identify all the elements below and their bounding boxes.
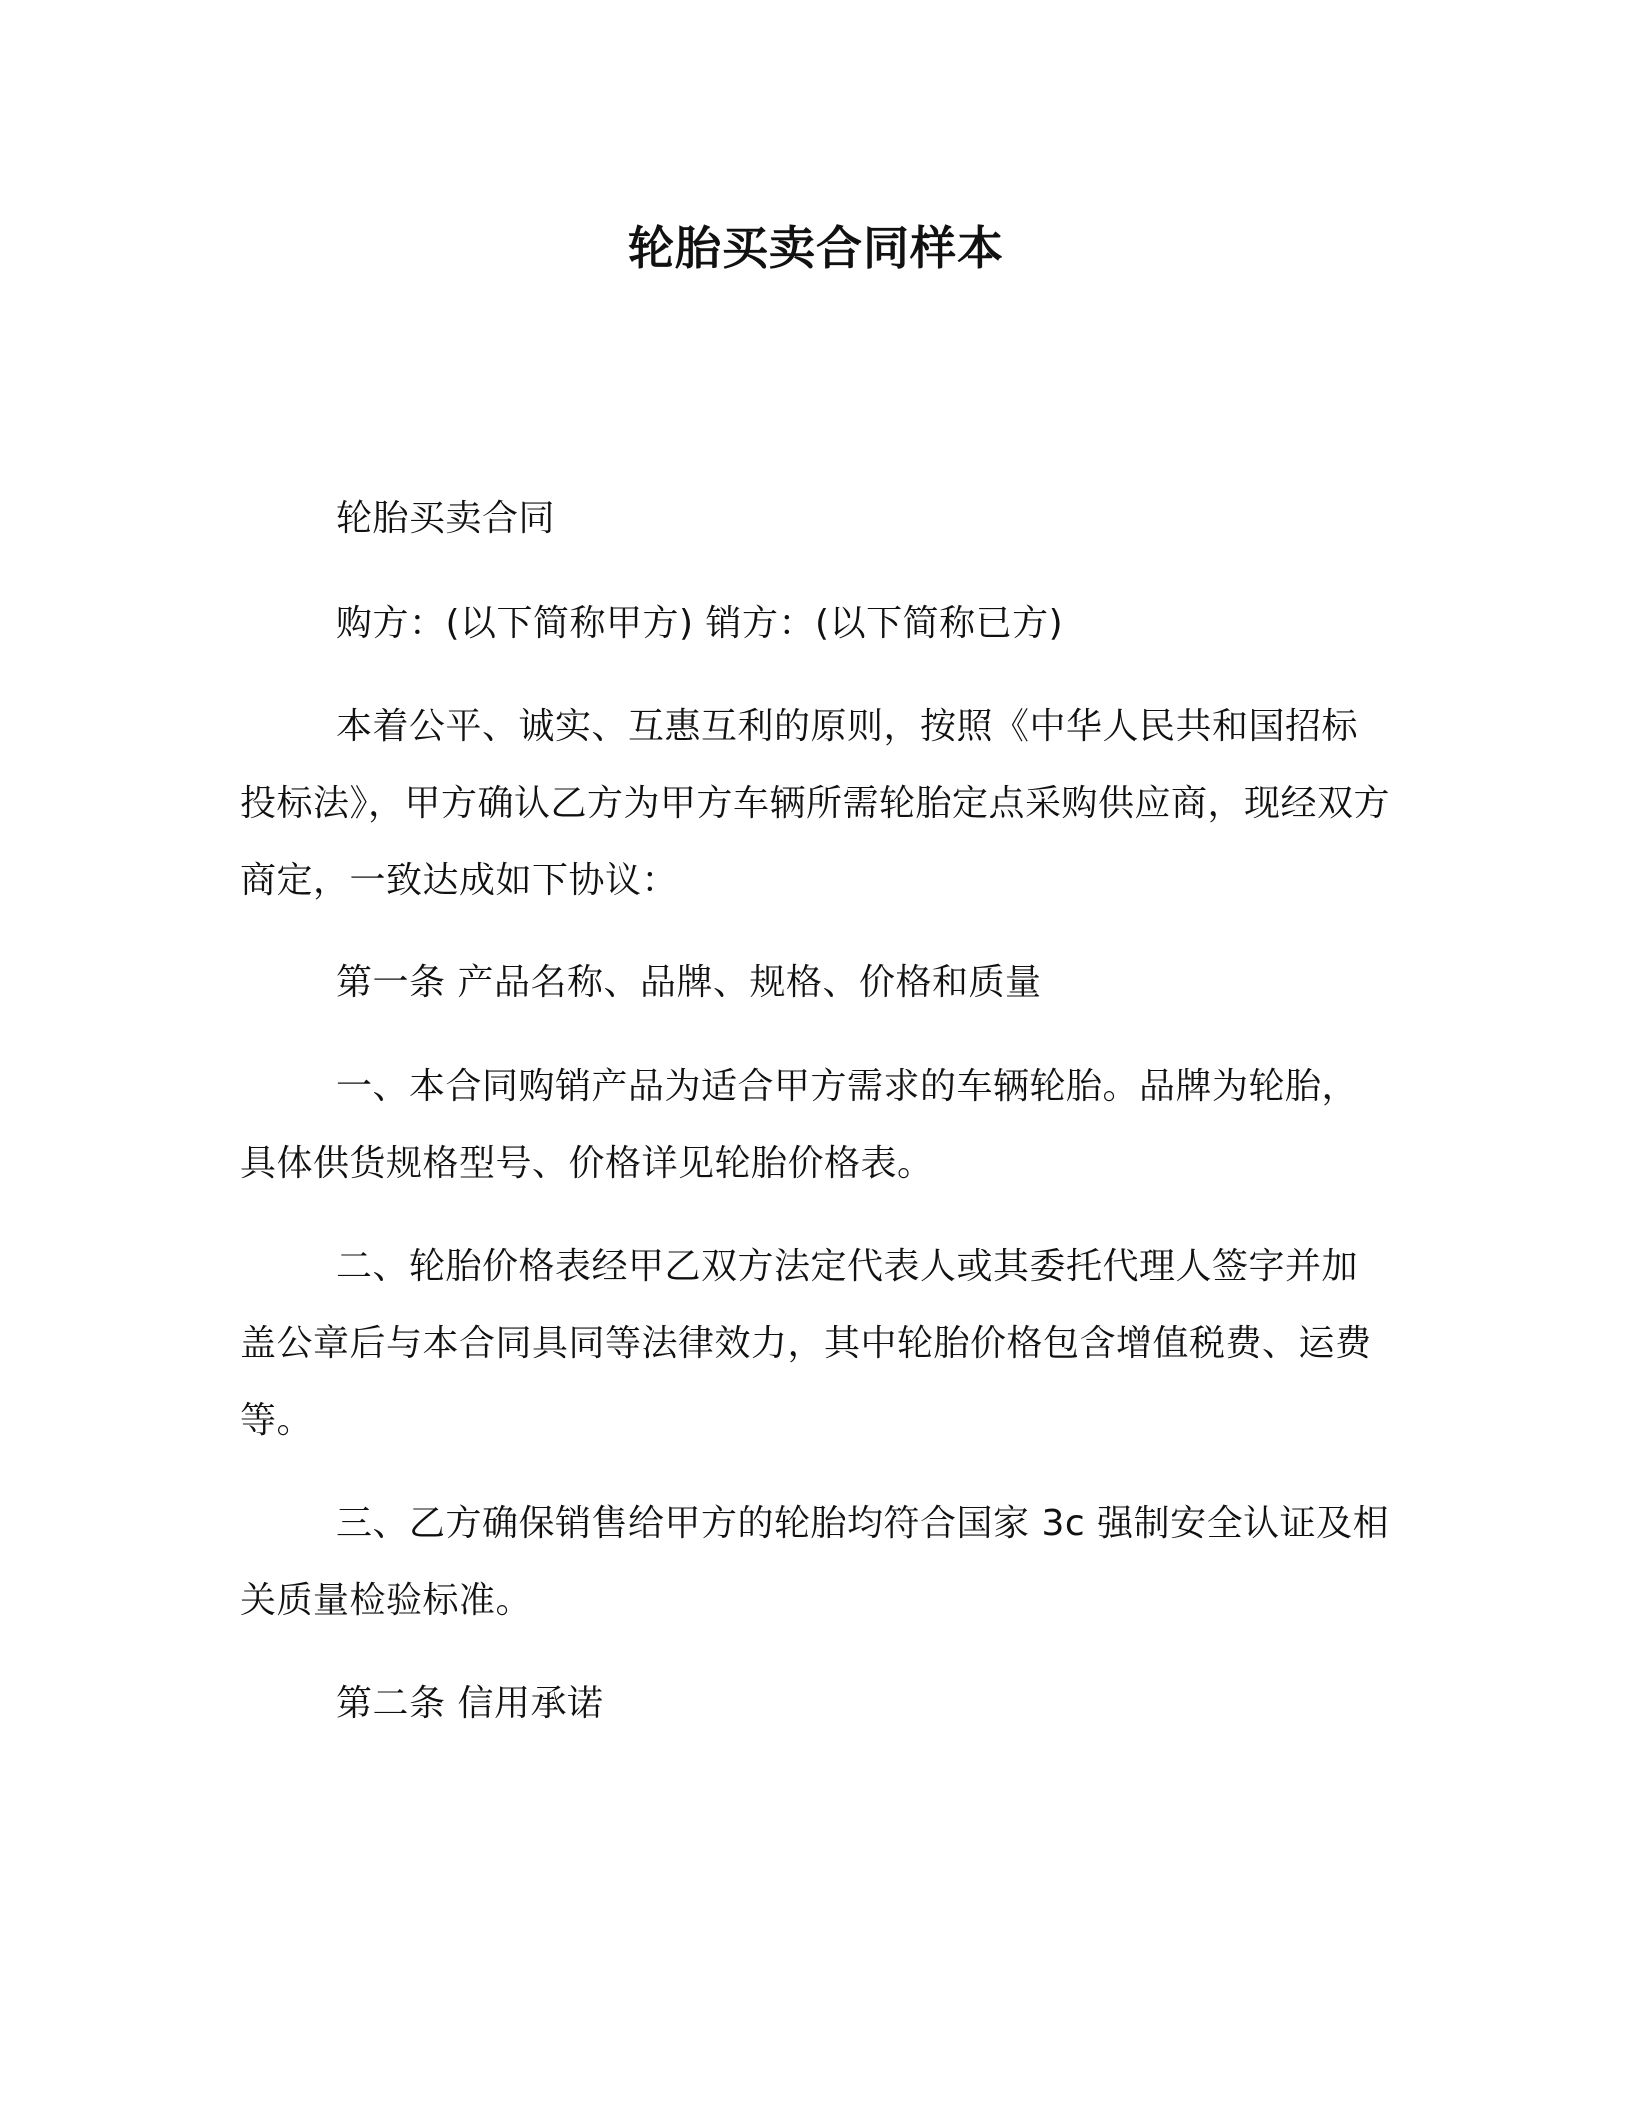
- article-two-heading: 第二条 信用承诺: [336, 1683, 604, 1724]
- article-one-clause-2: 二、轮胎价格表经甲乙双方法定代表人或其委托代理人签字并加盖公章后与本合同具同等法律效力，其中轮胎价格包含增值税费、运费等。: [240, 1246, 1372, 1441]
- article-one-heading: 第一条 产品名称、品牌、规格、价格和质量: [336, 962, 1042, 1003]
- article-one-clause-1: 一、本合同购销产品为适合甲方需求的车辆轮胎。品牌为轮胎，具体供货规格型号、价格详见轮胎价格表。: [240, 1066, 1359, 1184]
- contract-heading: 轮胎买卖合同: [336, 498, 556, 539]
- preamble-paragraph: 本着公平、诚实、互惠互利的原则，按照《中华人民共和国招标投标法》，甲方确认乙方为甲方车辆所需轮胎定点采购供应商，现经双方商定，一致达成如下协议：: [240, 706, 1391, 901]
- document-title: 轮胎买卖合同样本: [628, 221, 1004, 275]
- article-one-clause-3: 三、乙方确保销售给甲方的轮胎均符合国家 3c 强制安全认证及相关质量检验标准。: [240, 1503, 1390, 1621]
- parties-line: 购方：(以下简称甲方) 销方：(以下简称已方): [336, 603, 1064, 644]
